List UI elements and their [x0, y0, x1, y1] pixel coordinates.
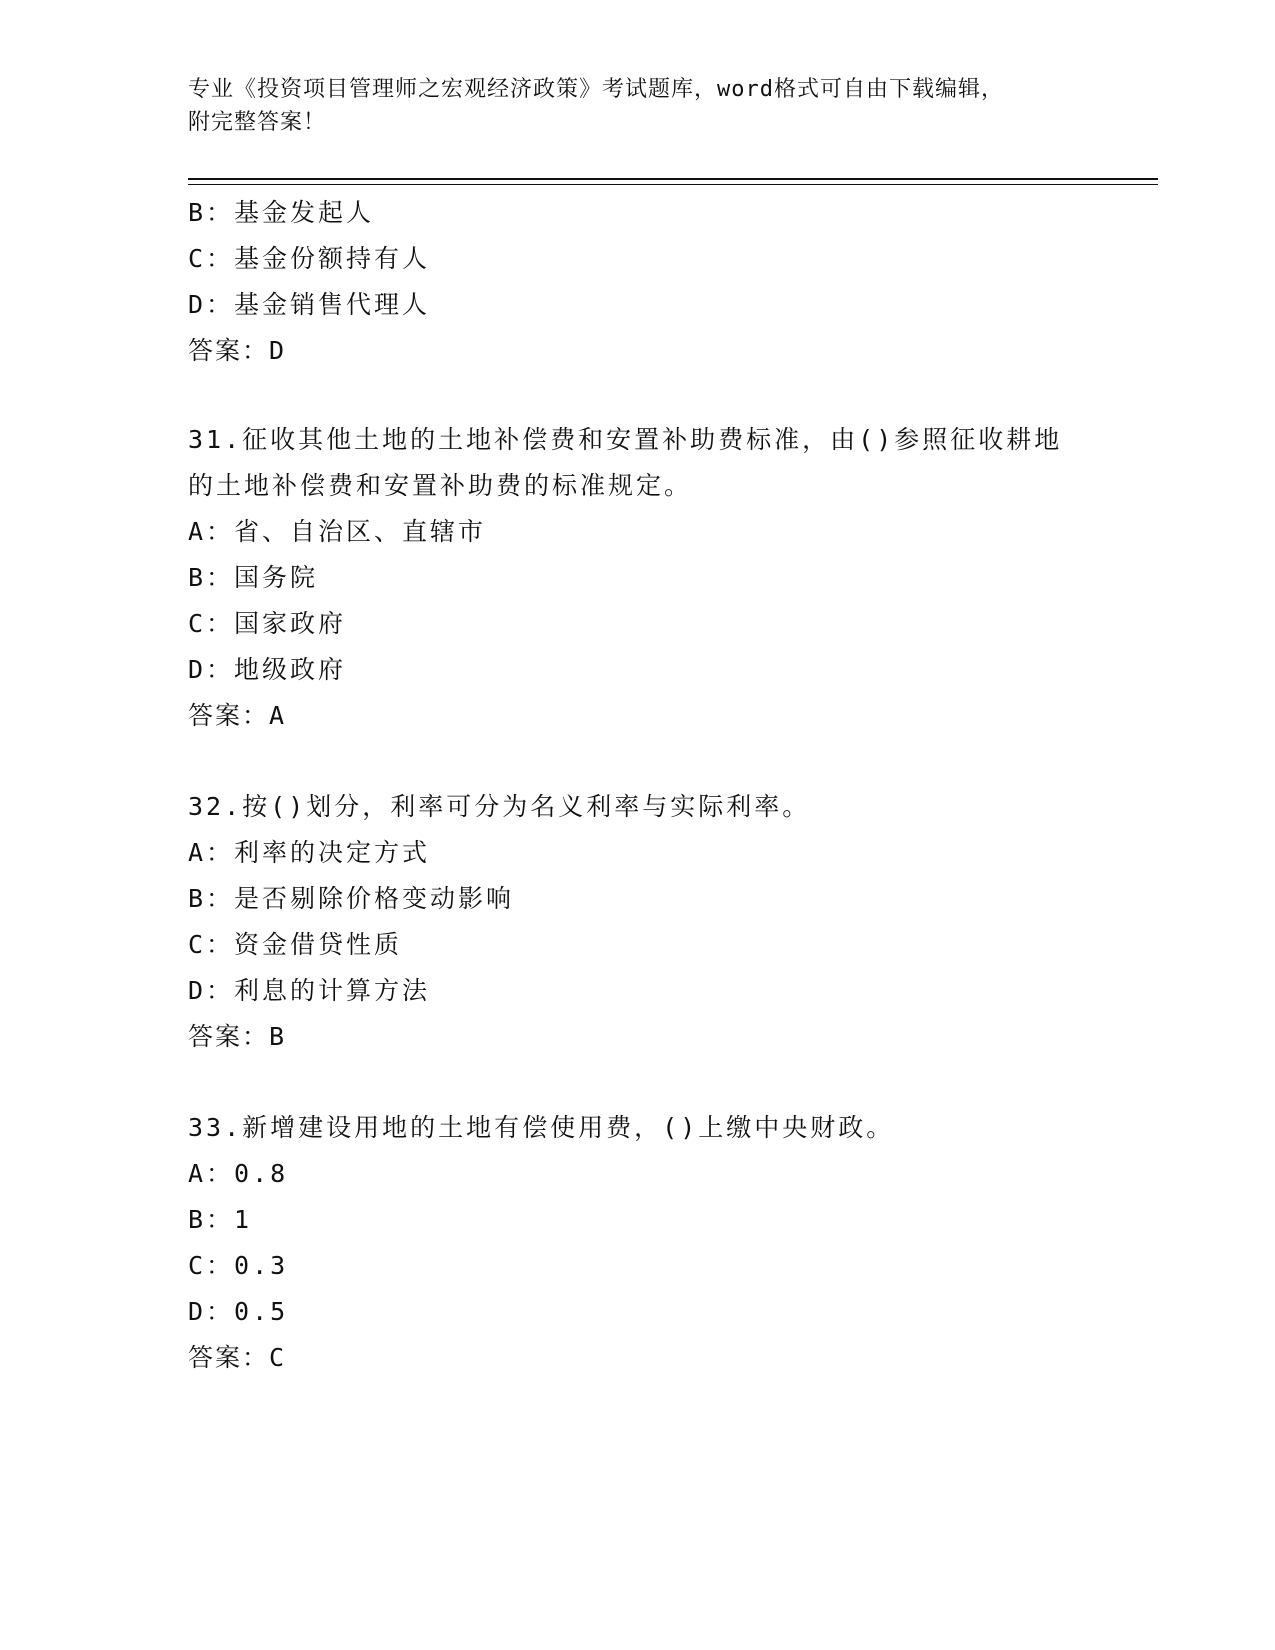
answer-label: 答案： — [188, 1343, 270, 1372]
answer — [188, 1014, 1088, 1060]
option-b: B：基金发起人 — [188, 198, 375, 227]
answer-value: B — [269, 1022, 287, 1051]
question-stem: 32.按()划分，利率可分为名义利率与实际利率。 — [188, 792, 811, 821]
answer — [188, 1335, 1088, 1381]
option-b: B：国务院 — [188, 563, 319, 592]
option-a: A：利率的决定方式 — [188, 838, 431, 867]
question-33 — [188, 1105, 1088, 1381]
question-list — [188, 190, 1088, 1381]
document-header — [188, 73, 1088, 139]
answer-value: A — [269, 701, 287, 730]
question-stem: 31.征收其他土地的土地补偿费和安置补助费标准，由()参照征收耕地的土地补偿费和安置补助费的标准规定。 — [188, 425, 1063, 500]
question-30 — [188, 190, 1088, 374]
option-d: D：地级政府 — [188, 655, 347, 684]
spacer — [188, 1060, 1088, 1105]
option-d: D：基金销售代理人 — [188, 290, 431, 319]
answer-label: 答案： — [188, 1022, 270, 1051]
spacer — [188, 739, 1088, 784]
header-divider-thick — [188, 178, 1158, 180]
spacer — [188, 374, 1088, 417]
option-c: C：0.3 — [188, 1251, 289, 1280]
option-c: C：国家政府 — [188, 609, 347, 638]
option-b: B：是否剔除价格变动影响 — [188, 884, 515, 913]
answer-value: D — [269, 336, 287, 365]
option-a: A：省、自治区、直辖市 — [188, 517, 487, 546]
question-32 — [188, 784, 1088, 1060]
question-stem: 33.新增建设用地的土地有偿使用费，()上缴中央财政。 — [188, 1113, 895, 1142]
answer-value: C — [269, 1343, 287, 1372]
answer — [188, 693, 1088, 739]
answer — [188, 328, 1088, 374]
answer-label: 答案： — [188, 336, 270, 365]
header-divider-thin — [188, 184, 1158, 185]
header-line-1: 专业《投资项目管理师之宏观经济政策》考试题库，word格式可自由下载编辑， — [188, 77, 1004, 102]
option-a: A：0.8 — [188, 1159, 289, 1188]
header-line-2: 附完整答案！ — [188, 110, 327, 135]
option-d: D：利息的计算方法 — [188, 976, 431, 1005]
question-31 — [188, 417, 1088, 739]
option-d: D：0.5 — [188, 1297, 289, 1326]
option-b: B：1 — [188, 1205, 253, 1234]
option-c: C：资金借贷性质 — [188, 930, 403, 959]
answer-label: 答案： — [188, 701, 270, 730]
option-c: C：基金份额持有人 — [188, 244, 431, 273]
